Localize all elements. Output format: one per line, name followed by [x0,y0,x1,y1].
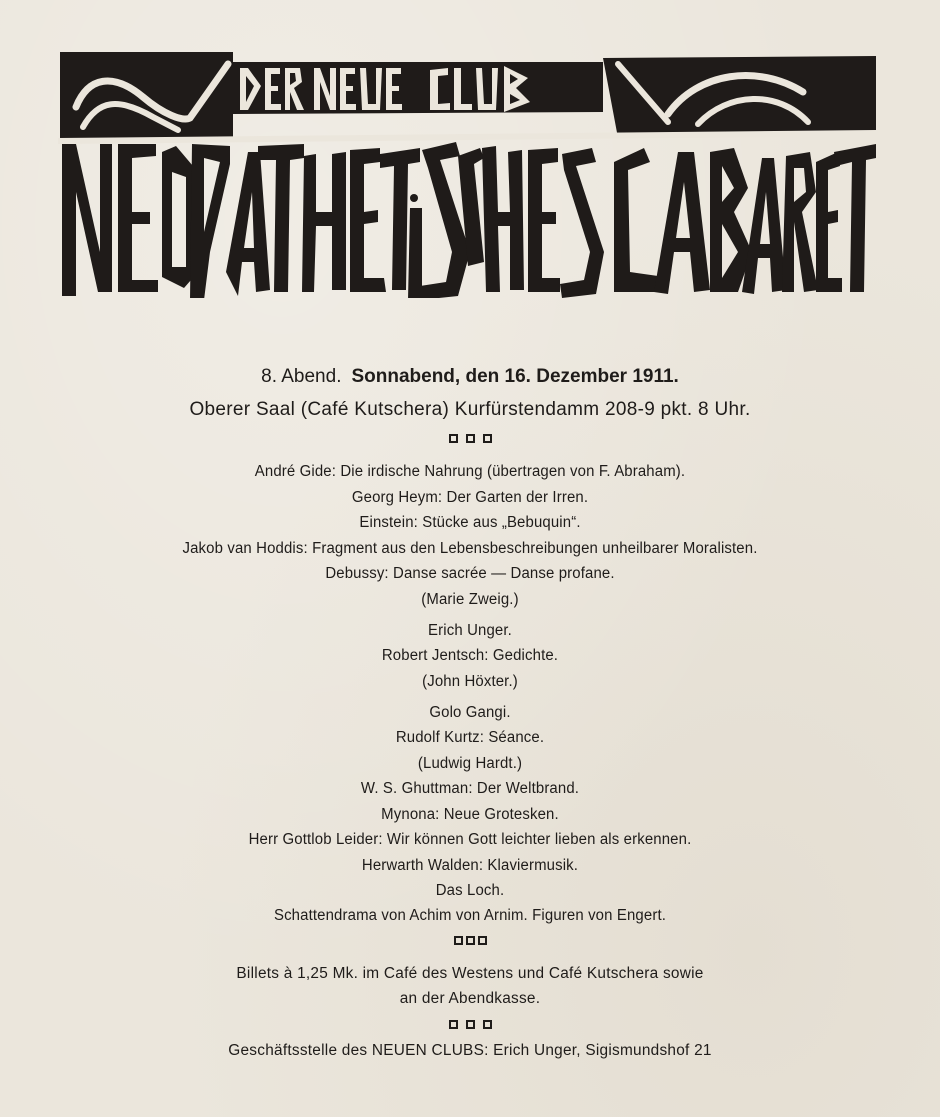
square-ornament-icon [449,1020,458,1029]
square-ornament-icon [466,434,475,443]
ornament-divider-1 [0,434,940,443]
program-item: Erich Unger. [428,622,512,639]
square-ornament-icon [483,434,492,443]
club-office-line: Geschäftsstelle des NEUEN CLUBS: Erich Unger, Sigismundshof 21 [228,1042,712,1059]
event-date-line [0,366,940,388]
program-item: Mynona: Neue Grotesken. [381,806,559,823]
evening-number: 8. Abend. [261,366,342,387]
woodcut-masthead [58,52,876,298]
program-item: André Gide: Die irdische Nahrung (übertragen von F. Abraham). [254,463,686,480]
tickets-line-2: an der Abendkasse. [399,990,541,1007]
square-ornament-icon [454,936,463,945]
square-ornament-icon [478,936,487,945]
program-item: Herwarth Walden: Klaviermusik. [361,857,579,874]
program-item: Das Loch. [435,882,505,899]
program-performer: (John Höxter.) [422,673,518,690]
ornament-divider-2 [0,936,940,945]
program-item: Rudolf Kurtz: Séance. [395,729,545,746]
program-performer: (Marie Zweig.) [421,591,519,608]
square-ornament-icon [483,1020,492,1029]
event-date: Sonnabend, den 16. Dezember 1911. [351,366,679,387]
ornament-divider-3 [0,1020,940,1029]
program-item: Einstein: Stücke aus „Bebuquin“. [359,514,581,531]
program-item: W. S. Ghuttman: Der Weltbrand. [360,780,580,797]
program-performer: (Ludwig Hardt.) [417,755,523,772]
masthead-title-large [58,52,876,53]
venue-line: Oberer Saal (Café Kutschera) Kurfürstendamm 208-9 pkt. 8 Uhr. [189,399,751,420]
woodcut-illustration [58,52,876,298]
tickets-line-1: Billets à 1,25 Mk. im Café des Westens und Café Kutschera sowie [236,965,704,982]
square-ornament-icon [449,434,458,443]
program-item: Herr Gottlob Leider: Wir können Gott leichter lieben als erkennen. [248,831,692,848]
square-ornament-icon [466,936,475,945]
square-ornament-icon [466,1020,475,1029]
program-item: Schattendrama von Achim von Arnim. Figuren von Engert. [273,907,667,924]
program-item: Golo Gangi. [429,704,511,721]
program-item: Georg Heym: Der Garten der Irren. [351,489,589,506]
program-item: Debussy: Danse sacrée — Danse profane. [325,565,615,582]
program-item: Jakob van Hoddis: Fragment aus den Lebensbeschreibungen unheilbarer Moralisten. [182,540,758,557]
program-item: Robert Jentsch: Gedichte. [381,647,559,664]
